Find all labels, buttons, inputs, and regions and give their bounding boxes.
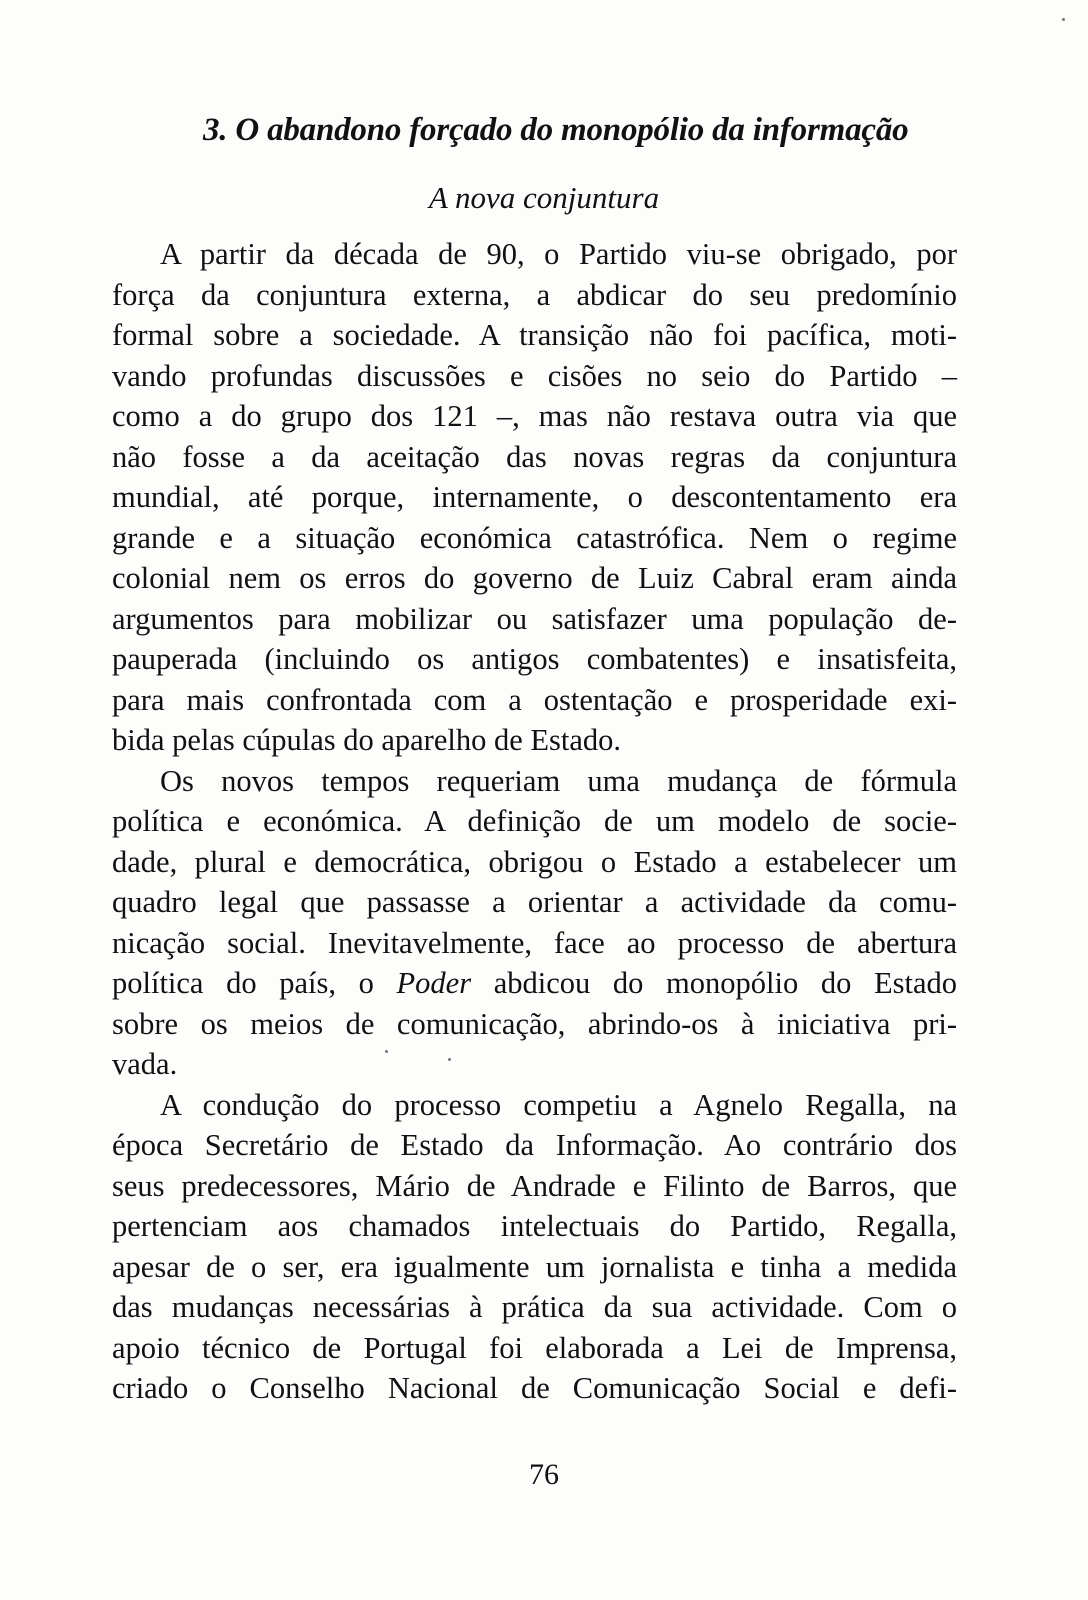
text-line: Os novos tempos requeriam uma mudança de fórmula xyxy=(160,763,957,798)
page-number: 76 xyxy=(529,1458,559,1491)
text-line: não fosse a da aceitação das novas regras da conjuntura xyxy=(112,439,957,474)
text-line: dade, plural e democrática, obrigou o Estado a estabelecer um xyxy=(112,844,957,879)
text-line: mundial, até porque, internamente, o descontentamento era xyxy=(112,480,957,514)
text-line: colonial nem os erros do governo de Luiz Cabral eram ainda xyxy=(112,561,957,595)
text-line: pauperada (incluindo os antigos combatentes) e insatisfeita, xyxy=(112,642,957,676)
text-line: formal sobre a sociedade. A transição não foi pacífica, moti- xyxy=(112,318,957,352)
scan-speck xyxy=(385,1050,388,1053)
text-line: sobre os meios de comunicação, abrindo-os à iniciativa pri- xyxy=(112,1006,957,1041)
section-subtitle: A nova conjuntura xyxy=(428,180,660,215)
text-line xyxy=(112,801,957,842)
text-line: apesar de o ser, era igualmente um jornalista e tinha a medida xyxy=(112,1249,957,1284)
text-line: vada. xyxy=(112,1047,178,1081)
body-text xyxy=(112,234,957,1409)
text-line: seus predecessores, Mário de Andrade e Filinto de Barros, que xyxy=(112,1168,957,1203)
text-line: pertenciam aos chamados intelectuais do Partido, Regalla, xyxy=(112,1209,957,1243)
scan-speck xyxy=(448,1058,451,1061)
emphasized-word: Poder xyxy=(396,966,472,1000)
text-line: das mudanças necessárias à prática da sua actividade. Com o xyxy=(112,1290,957,1324)
text-line-segment: política e económica. A definição de um modelo de socie- xyxy=(112,804,957,838)
text-line: política do país, o Poder abdicou do monopólio do Estado xyxy=(112,966,957,1000)
text-line: bida pelas cúpulas do aparelho de Estado. xyxy=(112,723,622,757)
text-line: argumentos para mobilizar ou satisfazer uma população de- xyxy=(112,601,957,636)
section-title: 3. O abandono forçado do monopólio da informação xyxy=(203,112,909,148)
scan-speck xyxy=(1062,18,1065,21)
text-line: A condução do processo competiu a Agnelo Regalla, na xyxy=(160,1087,957,1122)
text-line: vando profundas discussões e cisões no seio do Partido – xyxy=(112,358,957,393)
text-line: força da conjuntura externa, a abdicar do seu predomínio xyxy=(112,277,957,312)
text-line: A partir da década de 90, o Partido viu-se obrigado, por xyxy=(160,237,957,271)
text-line: quadro legal que passasse a orientar a actividade da comu- xyxy=(112,885,957,919)
text-line: como a do grupo dos 121 –, mas não restava outra via que xyxy=(112,399,957,433)
text-line: nicação social. Inevitavelmente, face ao processo de abertura xyxy=(112,925,957,960)
text-line: apoio técnico de Portugal foi elaborada a Lei de Imprensa, xyxy=(112,1330,957,1365)
text-line: para mais confrontada com a ostentação e prosperidade exi- xyxy=(112,682,957,717)
text-line: grande e a situação económica catastrófica. Nem o regime xyxy=(112,520,957,555)
text-line: criado o Conselho Nacional de Comunicação Social e defi- xyxy=(112,1371,957,1405)
text-line: época Secretário de Estado da Informação. Ao contrário dos xyxy=(112,1128,957,1162)
